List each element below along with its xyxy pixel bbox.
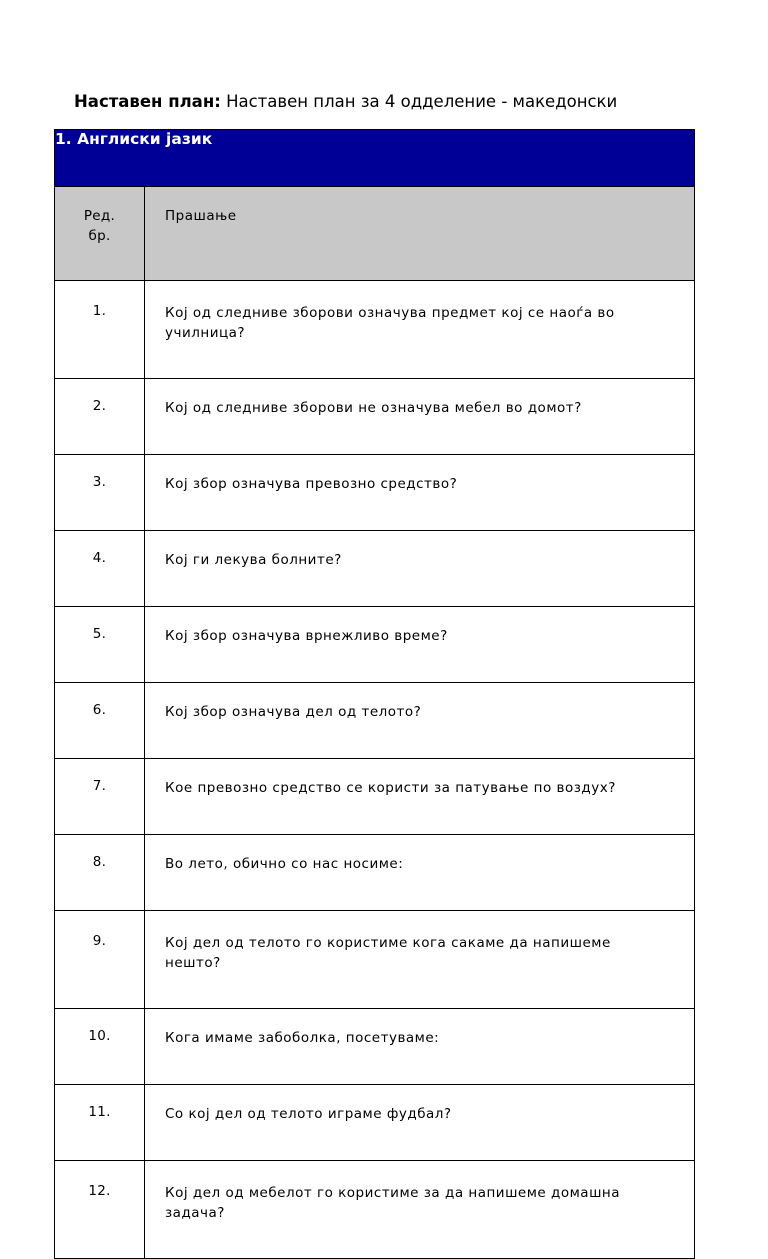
row-number: 5. xyxy=(55,607,145,683)
row-question: Во лето, обично со нас носиме: xyxy=(145,835,695,911)
row-number: 9. xyxy=(55,911,145,1009)
row-number: 11. xyxy=(55,1085,145,1161)
row-question: Кој дел од мебелот го користиме за да напишеме домашна задача? xyxy=(145,1161,695,1259)
row-question: Кој од следниве зборови не означува мебел во домот? xyxy=(145,379,695,455)
row-question: Кој збор означува превозно средство? xyxy=(145,455,695,531)
row-question: Кога имаме забоболка, посетуваме: xyxy=(145,1009,695,1085)
table-row xyxy=(55,455,695,531)
column-header-number-line2: бр. xyxy=(88,228,111,244)
row-question: Кој од следниве зборови означува предмет кој се наоѓа во училница? xyxy=(145,281,695,379)
plan-title-value: Наставен план за 4 одделение - македонски xyxy=(226,92,618,111)
row-question: Со кој дел од телото играме фудбал? xyxy=(145,1085,695,1161)
section-title: 1. Англиски јазик xyxy=(55,130,695,187)
table-row xyxy=(55,1009,695,1085)
column-header-row xyxy=(55,187,695,281)
plan-title xyxy=(74,92,617,111)
row-number: 1. xyxy=(55,281,145,379)
table-row xyxy=(55,1085,695,1161)
row-number: 7. xyxy=(55,759,145,835)
questions-table xyxy=(54,129,695,1259)
row-number: 2. xyxy=(55,379,145,455)
row-number: 3. xyxy=(55,455,145,531)
row-question: Кој збор означува врнежливо време? xyxy=(145,607,695,683)
table-row xyxy=(55,835,695,911)
plan-title-label: Наставен план: xyxy=(74,92,221,111)
table-row xyxy=(55,607,695,683)
table-row xyxy=(55,911,695,1009)
table-row xyxy=(55,379,695,455)
row-number: 10. xyxy=(55,1009,145,1085)
row-question: Кој збор означува дел од телото? xyxy=(145,683,695,759)
row-question: Кое превозно средство се користи за патување по воздух? xyxy=(145,759,695,835)
table-row xyxy=(55,531,695,607)
column-header-number xyxy=(55,187,145,281)
row-number: 4. xyxy=(55,531,145,607)
row-question: Кој ги лекува болните? xyxy=(145,531,695,607)
row-number: 8. xyxy=(55,835,145,911)
table-row xyxy=(55,281,695,379)
row-question: Кој дел од телото го користиме кога сакаме да напишеме нешто? xyxy=(145,911,695,1009)
column-header-number-line1: Ред. xyxy=(83,208,116,224)
table-row xyxy=(55,759,695,835)
section-header-row xyxy=(55,130,695,187)
column-header-question: Прашање xyxy=(145,187,695,281)
row-number: 6. xyxy=(55,683,145,759)
row-number: 12. xyxy=(55,1161,145,1259)
table-row xyxy=(55,683,695,759)
table-row xyxy=(55,1161,695,1259)
